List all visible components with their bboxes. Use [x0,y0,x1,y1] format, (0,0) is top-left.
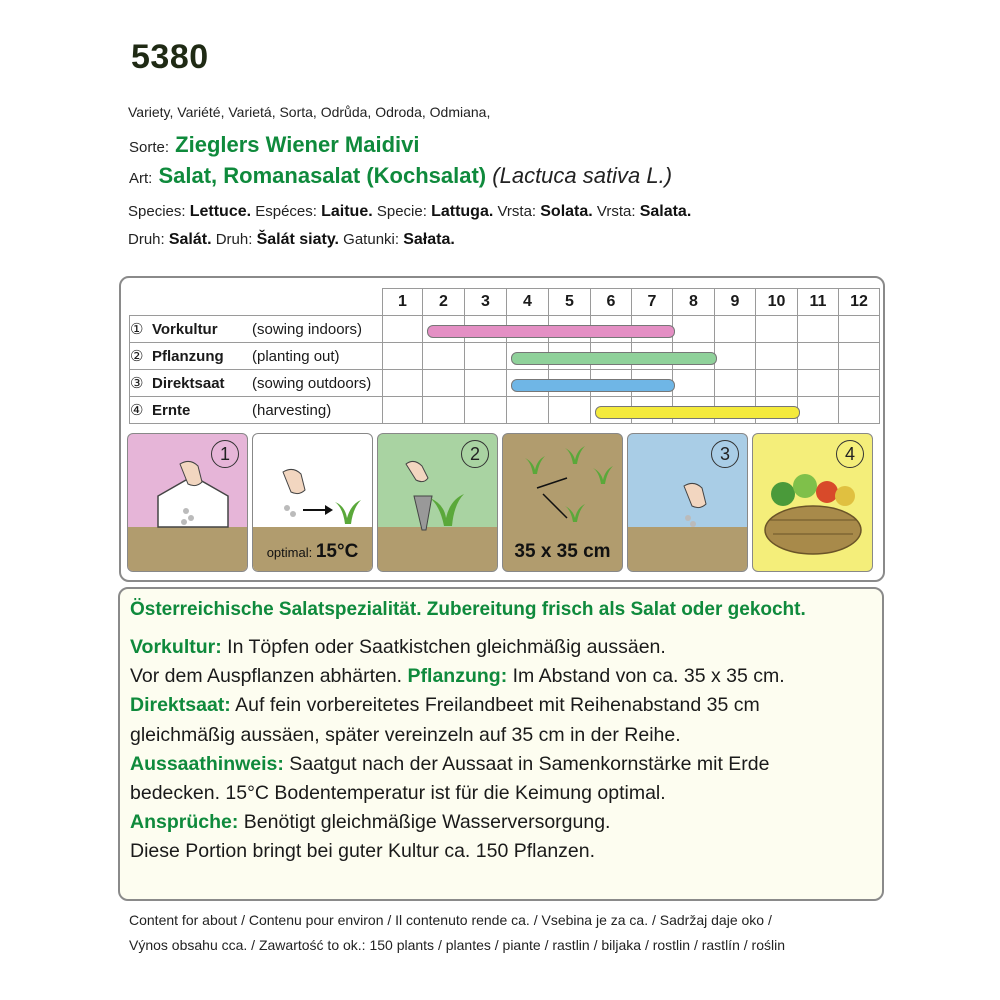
info-label: Aussaathinweis: [130,752,284,775]
species-translations-2 [128,231,455,249]
month-header: 5 [549,289,591,316]
calendar-bar [595,406,800,419]
row-name: Ernte [152,402,191,419]
species-value: Solata. [540,203,593,220]
row-number: ④ [130,402,144,419]
month-header: 9 [715,289,756,316]
species-value: Lettuce. [189,203,252,220]
content-line-2: Výnos obsahu cca. / Zawartość to ok.: 150 plants / plantes / piante / rastlin / biljaka / rostlin / rastlín / roślin [129,937,785,953]
info-line [130,662,875,691]
temp-prefix: optimal: [266,545,313,560]
species-label: Druh: [128,231,165,248]
month-header: 6 [591,289,632,316]
info-label: Ansprüche: [130,811,239,834]
info-value: Im Abstand von ca. 35 x 35 cm. [507,665,785,688]
month-header: 4 [507,289,549,316]
content-line-1: Content for about / Contenu pour environ / Il contenuto rende ca. / Vsebina je za ca. / Sadržaj daje oko / [129,912,772,928]
info-value: In Töpfen oder Saatkistchen gleichmäßig aussäen. [221,636,666,658]
species-label: Druh: [215,231,253,248]
month-header: 11 [798,289,839,316]
sowing-calendar [119,276,885,582]
info-title: Österreichische Salatspezialität. Zubereitung frisch als Salat oder gekocht. [130,599,806,620]
info-value: bedecken. 15°C Bodentemperatur ist für die Keimung optimal. [130,782,666,805]
calendar-bar [511,379,675,392]
row-label [130,370,383,397]
info-value: gleichmäßig aussäen, später vereinzeln auf 35 cm in der Reihe. [130,723,681,746]
temp-value: 15°C [315,541,359,562]
info-value: Saatgut nach der Aussaat in Samenkornstärke mit Erde [283,752,770,775]
calendar-table [129,288,880,424]
step-number: 1 [211,440,239,468]
info-value: Benötigt gleichmäßige Wasserversorgung. [238,811,611,834]
month-header-row [130,289,880,316]
info-line [130,633,875,662]
month-header: 3 [465,289,507,316]
sorte-prefix: Sorte: [129,139,170,156]
row-name: Pflanzung [152,348,224,365]
row-number: ② [130,348,144,365]
info-value: Vor dem Auspflanzen abhärten. [130,665,408,688]
species-label: Vrsta: [497,203,537,220]
row-translation: (sowing indoors) [252,321,363,338]
info-label: Direktsaat: [130,694,231,717]
species-value: Sałata. [403,231,455,248]
species-label: Specie: [376,203,427,220]
row-name: Direktsaat [152,375,225,392]
species-value: Salata. [639,203,692,220]
info-value: Auf fein vorbereitetes Freilandbeet mit Reihenabstand 35 cm [230,694,760,717]
species-label: Vrsta: [596,203,636,220]
panel-harvest [752,433,873,572]
row-translation: (sowing outdoors) [252,375,372,392]
species-value: Laitue. [321,203,373,220]
month-header: 8 [673,289,715,316]
step-number: 3 [711,440,739,468]
species-name-line [129,163,672,189]
panel-spacing [502,433,623,572]
info-value: Diese Portion bringt bei guter Kultur ca. 150 Pflanzen. [130,840,596,863]
variety-name-line [129,132,419,158]
variety-label-line: Variety, Variété, Varietá, Sorta, Odrůda, Odroda, Odmiana, [128,104,491,120]
month-header: 2 [423,289,465,316]
temp-label [253,541,372,563]
species-label: Gatunki: [343,231,400,248]
row-label [130,397,383,424]
species-value: Salát. [168,231,212,248]
latin-name: (Lactuca sativa L.) [492,163,673,188]
info-line [130,779,875,808]
row-translation: (planting out) [252,348,340,365]
panel-sowing-indoors [127,433,248,572]
art-prefix: Art: [129,170,153,187]
cultivation-info [118,587,884,901]
step-number: 2 [461,440,489,468]
month-header: 12 [839,289,880,316]
row-translation: (harvesting) [252,402,332,419]
info-line [130,721,875,750]
species-name: Salat, Romanasalat (Kochsalat) [158,163,487,188]
row-label [130,343,383,370]
product-code: 5380 [131,38,209,76]
row-name: Vorkultur [152,321,218,338]
species-label: Espéces: [255,203,317,220]
species-value: Lattuga. [431,203,494,220]
calendar-row [130,370,880,397]
species-label: Species: [128,203,186,220]
calendar-row [130,343,880,370]
info-text [130,633,875,867]
species-value: Šalát siaty. [256,231,339,248]
row-number: ① [130,321,144,338]
info-label: Pflanzung: [407,665,508,688]
step-number: 4 [836,440,864,468]
month-header: 10 [756,289,798,316]
panel-germination [252,433,373,572]
variety-name: Zieglers Wiener Maidivi [175,132,420,157]
month-header: 1 [383,289,423,316]
info-label: Vorkultur: [130,636,222,658]
panel-sowing-outdoors [627,433,748,572]
row-number: ③ [130,375,144,392]
info-line [130,750,875,779]
calendar-bar [511,352,717,365]
panel-planting [377,433,498,572]
header-spacer [130,289,383,316]
info-line [130,808,875,837]
row-label [130,316,383,343]
calendar-bar [427,325,675,338]
info-line [130,691,875,720]
month-header: 7 [632,289,673,316]
info-line [130,837,875,866]
species-translations-1 [128,203,691,221]
spacing-label: 35 x 35 cm [514,541,611,562]
